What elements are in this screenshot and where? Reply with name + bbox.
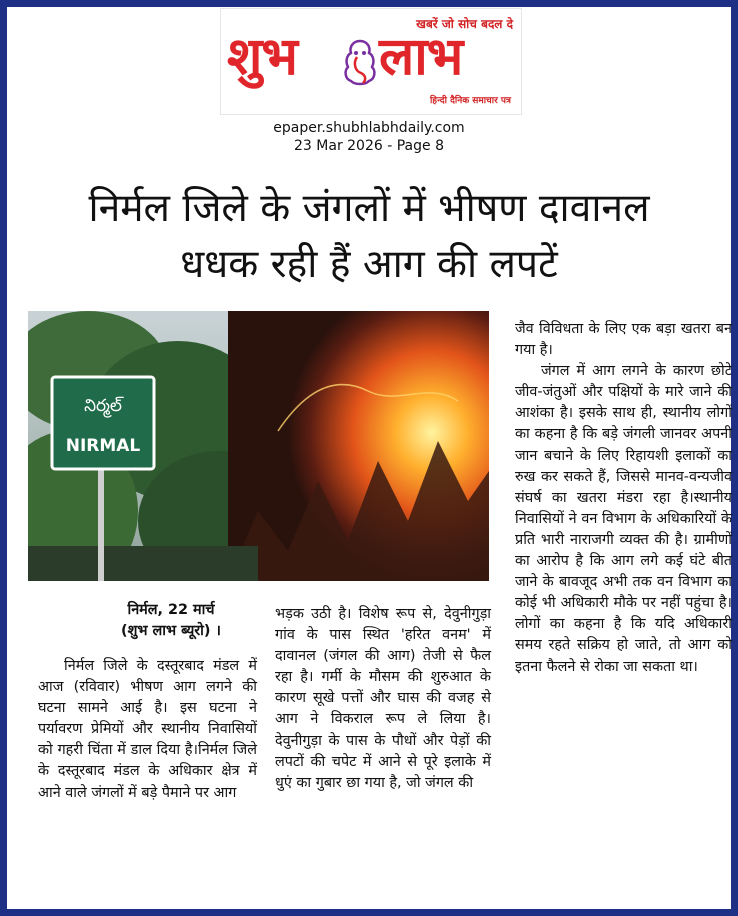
newspaper-page <box>7 7 731 909</box>
article-dateline <box>85 600 257 642</box>
dateline-bureau: (शुभ लाभ ब्यूरो) । <box>121 623 221 640</box>
article-column-2 <box>275 604 491 794</box>
ganesh-logo-icon <box>339 37 381 89</box>
sign-telugu-text: నిర్మల్ <box>84 396 122 416</box>
headline-line-1: निर्मल जिले के जंगलों में भीषण दावानल <box>88 186 650 231</box>
brand-name-right: लाभ <box>379 26 463 87</box>
column-2-paragraph: भड़क उठी है। विशेष रूप से, देवुनीगुड़ा गांव के पास स्थित 'हरित वनम' में दावानल (जंगल की आग) तेजी से फैल रहा है। गर्मी के मौसम की शुरुआत के कारण सूखे पत्तों और घास की वजह से आग ने विकराल रूप ले लिया है। देवुनीगुड़ा के पास के पौधों और पेड़ों की लपटों की चपेट में आने से पूरे इलाके में धुएं का गुबार छा गया है, जो जंगल की <box>275 606 491 791</box>
epaper-url: epaper.shubhlabhdaily.com <box>273 120 465 136</box>
column-1-paragraph: निर्मल जिले के दस्तूरबाद मंडल में आज (रविवार) भीषण आग लगने की घटना सामने आई है। इस घटना ने पर्यावरण प्रेमियों और स्थानीय निवासियों को गहरी चिंता में डाल दिया है।निर्मल जिले के दस्तूरबाद मंडल के अधिकार क्षेत्र में आने वाले जंगलों में बड़े पैमाने पर आग <box>38 658 257 801</box>
headline-line-2: धधक रही हैं आग की लपटें <box>180 242 558 287</box>
article-column-3 <box>515 319 732 678</box>
forest-fire-photo <box>28 311 489 581</box>
masthead-tagline: खबरें जो सोच बदल दे <box>416 17 513 31</box>
photo-illustration <box>28 311 489 581</box>
column-3-paragraph-2: जंगल में आग लगने के कारण छोटे जीव-जंतुओं और पक्षियों के मारे जाने की आशंका है। इसके साथ ही, स्थानीय लोगों का कहना है कि बड़े जंगली जानवर अपनी जान बचाने के लिए रिहायशी इलाकों का रुख कर सकते हैं, जिससे मानव-वन्यजीव संघर्ष का खतरा मंडरा रहा है।स्थानीय निवासियों ने वन विभाग के अधिकारियों के प्रति भारी नाराजगी व्यक्त की है। ग्रामीणों का आरोप है कि आग लगे कई घंटे बीत जाने के बावजूद अभी तक वन विभाग का कोई भी अधिकारी मौके पर नहीं पहुंचा है। लोगों का कहना है कि यदि अधिकारी समय रहते सक्रिय हो जाते, तो आग को इतना फैलने से रोका जा सकता था। <box>515 363 732 675</box>
masthead-logo <box>220 8 522 115</box>
sign-english-text: NIRMAL <box>65 436 141 456</box>
dateline-city-date: निर्मल, 22 मार्च <box>127 602 215 618</box>
masthead-subtitle: हिन्दी दैनिक समाचार पत्र <box>429 96 511 106</box>
article-column-1 <box>38 656 257 804</box>
date-page-label: 23 Mar 2026 - Page 8 <box>294 138 444 154</box>
brand-name-left: शुभ <box>227 26 297 87</box>
column-3-paragraph-1: जैव विविधता के लिए एक बड़ा खतरा बन गया है। <box>515 321 732 359</box>
